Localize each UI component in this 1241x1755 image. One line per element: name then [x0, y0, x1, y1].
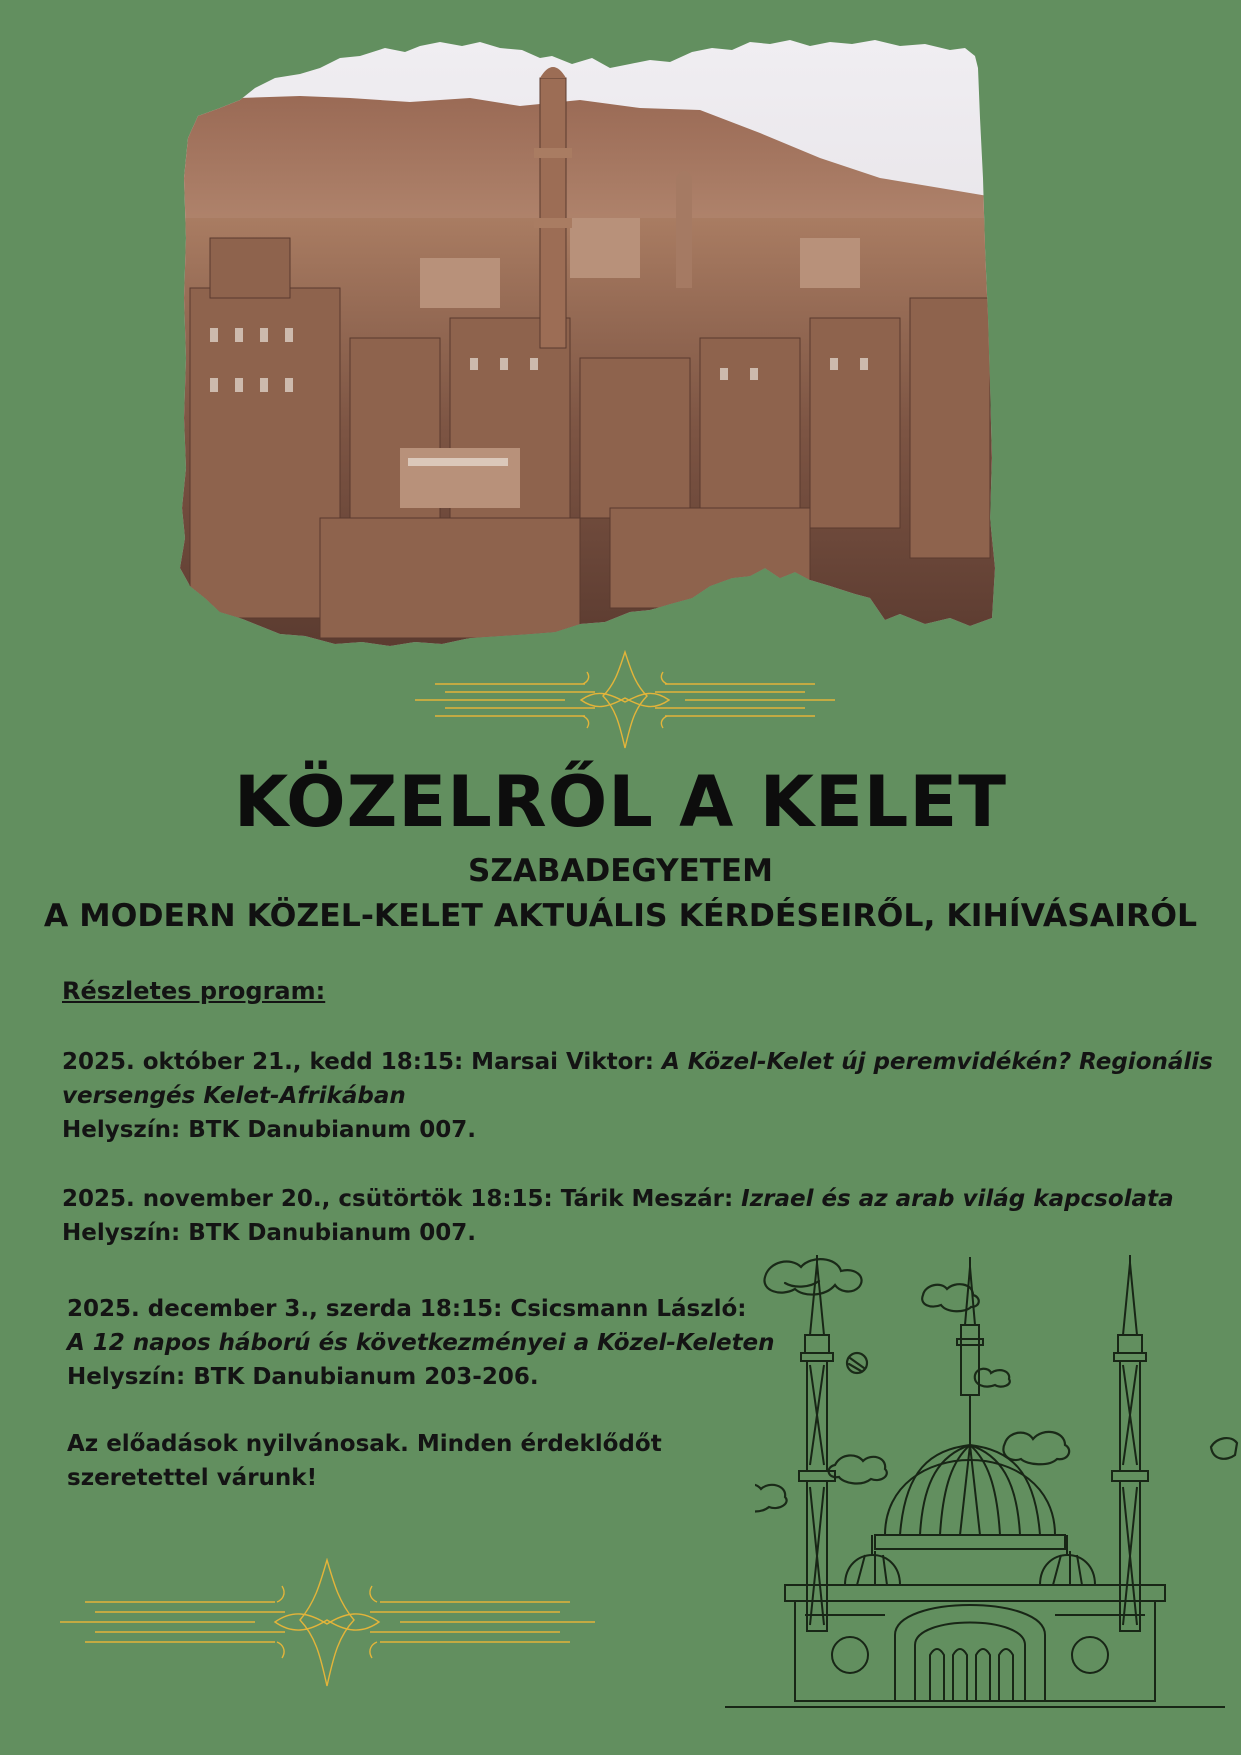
- event-1-title: A Közel-Kelet új peremvidékén? Regionális: [661, 1049, 1213, 1075]
- event-2-prefix: 2025. november 20., csütörtök 18:15: Tárik Meszár:: [62, 1186, 742, 1212]
- poster-title: KÖZELRŐL A KELET: [234, 761, 1007, 843]
- old-city-photo: [180, 38, 1055, 648]
- event-3-prefix: 2025. december 3., szerda 18:15: Csicsmann László:: [67, 1296, 747, 1322]
- event-1-line-1: [62, 1045, 1213, 1079]
- event-1-title-cont: versengés Kelet-Afrikában: [62, 1083, 406, 1109]
- closing-line-2: szeretettel várunk!: [67, 1465, 318, 1491]
- event-3-location: Helyszín: BTK Danubianum 203-206.: [67, 1364, 539, 1390]
- event-3-title: A 12 napos háború és következményei a Közel-Keleten: [67, 1330, 775, 1356]
- gold-ornament-bottom: [60, 1558, 595, 1688]
- program-event-3: [67, 1292, 775, 1394]
- poster-subtitle: SZABADEGYETEM: [468, 853, 773, 889]
- closing-line-1: Az előadások nyilvánosak. Minden érdeklődőt: [67, 1431, 662, 1457]
- program-event-1: [62, 1045, 1213, 1147]
- program-event-2: [62, 1182, 1172, 1250]
- event-2-line-1: [62, 1182, 1172, 1216]
- mosque-sketch-icon: [725, 1255, 1225, 1715]
- event-1-line-2: [62, 1079, 1172, 1113]
- event-3-line-2: [67, 1326, 775, 1360]
- closing-note: [67, 1427, 687, 1495]
- program-heading: Részletes program:: [62, 977, 326, 1005]
- event-2-location: Helyszín: BTK Danubianum 007.: [62, 1220, 477, 1246]
- event-1-location: Helyszín: BTK Danubianum 007.: [62, 1117, 477, 1143]
- event-2-title: Izrael és az arab világ kapcsolata: [741, 1186, 1174, 1212]
- poster-tagline: A MODERN KÖZEL-KELET AKTUÁLIS KÉRDÉSEIRŐL, KIHÍVÁSAIRÓL: [43, 898, 1198, 934]
- event-1-prefix: 2025. október 21., kedd 18:15: Marsai Viktor:: [62, 1049, 662, 1075]
- gold-ornament-top: [415, 650, 835, 752]
